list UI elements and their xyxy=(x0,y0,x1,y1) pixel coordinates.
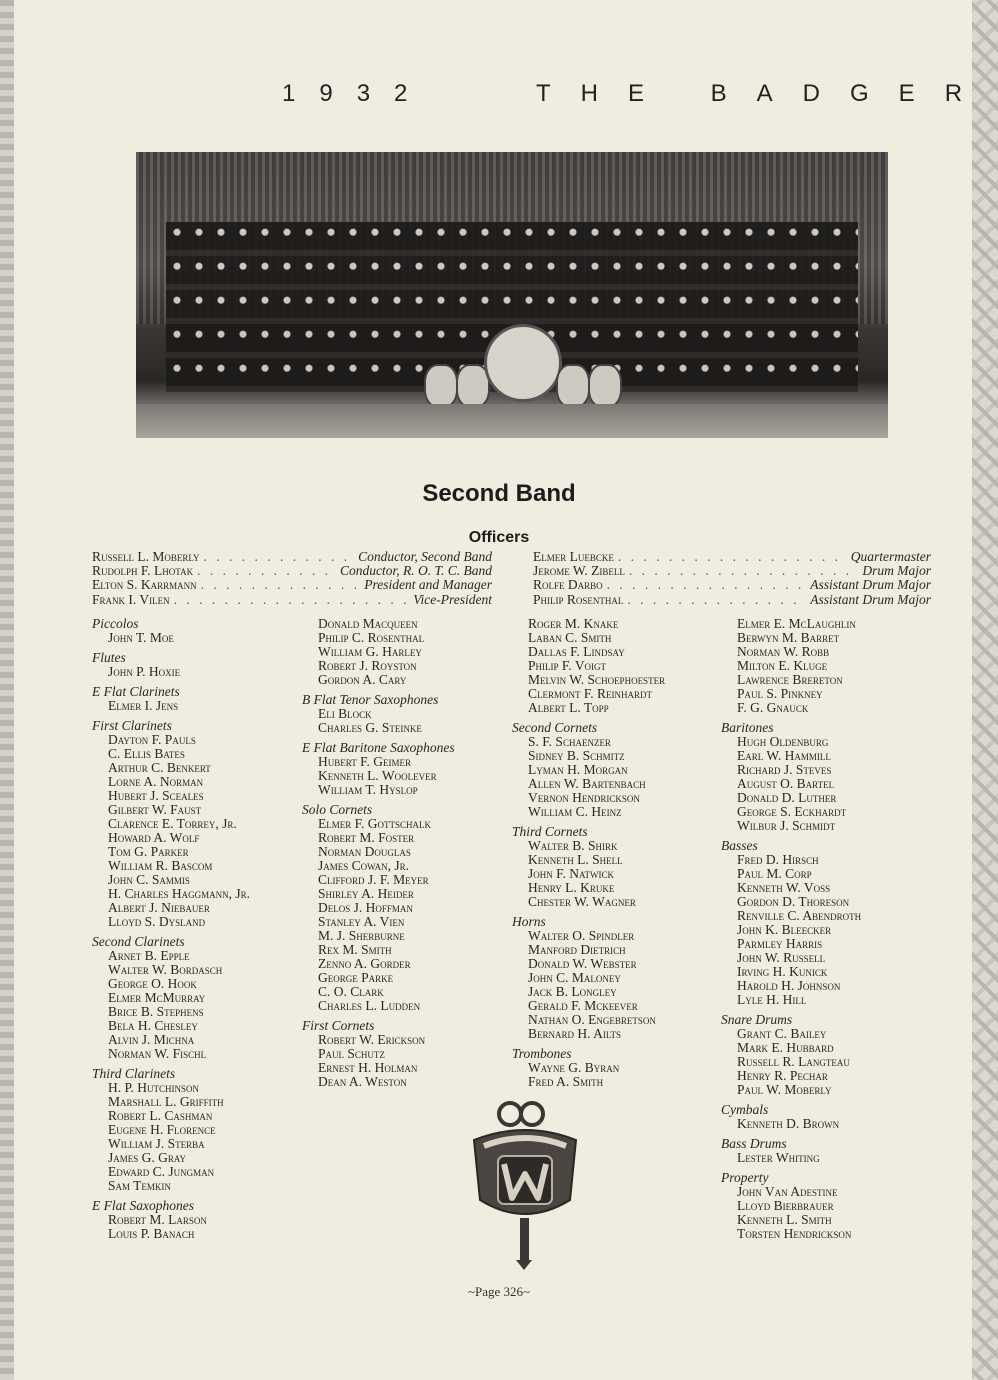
member-name: Lyle H. Hill xyxy=(737,992,807,1007)
instrument-section xyxy=(92,1067,302,1193)
member-name: Dayton F. Pauls xyxy=(108,732,196,747)
member-name: Russell R. Langteau xyxy=(737,1054,850,1069)
member-name: Henry R. Pechar xyxy=(737,1068,828,1083)
member-name: Brice B. Stephens xyxy=(108,1004,204,1019)
member-name: Arnet B. Epple xyxy=(108,948,190,963)
member-name: James G. Gray xyxy=(108,1150,187,1165)
member-name: Gilbert W. Faust xyxy=(108,802,202,817)
member-name: Paul W. Moberly xyxy=(737,1082,832,1097)
officer-name: Rolfe Darbo xyxy=(533,577,603,593)
instrument-heading: Basses xyxy=(721,838,758,853)
member-name: John C. Maloney xyxy=(528,970,621,985)
instrument-section xyxy=(721,1137,931,1165)
member-name: Fred D. Hirsch xyxy=(737,852,819,867)
member-name: Melvin W. Schoephoester xyxy=(528,672,666,687)
officer-name: Rudolph F. Lhotak xyxy=(92,563,194,579)
member-name: Robert L. Cashman xyxy=(108,1108,213,1123)
leader-dots xyxy=(629,564,858,578)
instrument-heading: First Clarinets xyxy=(92,718,172,733)
member-name: Dean A. Weston xyxy=(318,1074,407,1089)
page-header-year: 1932 xyxy=(282,80,432,107)
member-name: Stanley A. Vien xyxy=(318,914,405,929)
member-name: Robert W. Erickson xyxy=(318,1032,426,1047)
instrument-section xyxy=(92,719,302,929)
officers-list-right xyxy=(533,550,931,607)
officer-name: Frank I. Vilen xyxy=(92,591,170,607)
instrument-section xyxy=(92,617,302,645)
instrument-heading: First Cornets xyxy=(302,1018,375,1033)
member-name: Alvin J. Michna xyxy=(108,1032,195,1047)
member-name: Philip C. Rosenthal xyxy=(318,630,425,645)
member-name: Hubert J. Sceales xyxy=(108,788,204,803)
member-name: Chester W. Wagner xyxy=(528,894,636,909)
member-name: Manford Dietrich xyxy=(528,942,626,957)
officer-row xyxy=(533,593,931,607)
member-name: Robert M. Larson xyxy=(108,1212,207,1227)
member-name: Elmer F. Gottschalk xyxy=(318,816,432,831)
member-name: Norman W. Fischl xyxy=(108,1046,207,1061)
member-name: Sam Temkin xyxy=(108,1178,171,1193)
member-name: George S. Eckhardt xyxy=(737,804,847,819)
officer-row xyxy=(533,578,931,592)
member-name: William J. Sterba xyxy=(108,1136,205,1151)
instrument-section xyxy=(512,1047,722,1089)
member-name: Henry L. Kruke xyxy=(528,880,615,895)
leader-dots xyxy=(627,593,806,607)
band-group-photo xyxy=(136,152,888,438)
member-name: Fred A. Smith xyxy=(528,1074,604,1089)
member-name: Albert J. Niebauer xyxy=(108,900,210,915)
officer-role: Drum Major xyxy=(862,563,931,579)
member-name: Sidney B. Schmitz xyxy=(528,748,625,763)
member-name: Elmer I. Jens xyxy=(108,698,179,713)
member-name: Walter B. Shirk xyxy=(528,838,618,853)
member-name: Eli Block xyxy=(318,706,372,721)
officer-role: Quartermaster xyxy=(850,549,931,564)
roster-column xyxy=(512,617,722,1095)
instrument-section xyxy=(721,721,931,833)
member-name: Howard A. Wolf xyxy=(108,830,200,845)
member-name: George Parke xyxy=(318,970,394,985)
member-name: Vernon Hendrickson xyxy=(528,790,640,805)
instrument-section xyxy=(721,1013,931,1097)
member-name: Gordon D. Thoreson xyxy=(737,894,850,909)
roster-column xyxy=(721,617,931,1247)
instrument-section xyxy=(302,693,512,735)
member-name: Edward C. Jungman xyxy=(108,1164,215,1179)
member-name: Lorne A. Norman xyxy=(108,774,204,789)
officer-role: Conductor, Second Band xyxy=(358,549,492,564)
member-name: Donald Macqueen xyxy=(318,616,418,631)
instrument-heading: Cymbals xyxy=(721,1102,769,1117)
instrument-heading: Second Cornets xyxy=(512,720,598,735)
officer-name: Elmer Luebcke xyxy=(533,549,614,564)
instrument-section xyxy=(512,825,722,909)
member-name: George O. Hook xyxy=(108,976,197,991)
officer-name: Elton S. Karrmann xyxy=(92,577,197,593)
member-name: Tom G. Parker xyxy=(108,844,189,859)
member-name: Donald D. Luther xyxy=(737,790,837,805)
member-name: Berwyn M. Barret xyxy=(737,630,840,645)
leader-dots xyxy=(607,578,807,592)
member-name: Elmer E. McLaughlin xyxy=(737,616,856,631)
member-name: Paul M. Corp xyxy=(737,866,812,881)
member-name: Laban C. Smith xyxy=(528,630,612,645)
member-name: Clifford J. F. Meyer xyxy=(318,872,429,887)
instrument-section xyxy=(512,617,722,715)
officer-role: President and Manager xyxy=(364,577,492,593)
instrument-heading: B Flat Tenor Saxophones xyxy=(302,692,439,707)
member-name: Gordon A. Cary xyxy=(318,672,407,687)
member-name: John K. Bleecker xyxy=(737,922,832,937)
member-name: Clermont F. Reinhardt xyxy=(528,686,653,701)
officer-row xyxy=(533,564,931,578)
right-border-decoration xyxy=(972,0,998,1380)
officer-row xyxy=(92,578,492,592)
member-name: Hugh Oldenburg xyxy=(737,734,829,749)
member-name: Paul S. Pinkney xyxy=(737,686,823,701)
instrument-heading: Second Clarinets xyxy=(92,934,185,949)
instrument-heading: Bass Drums xyxy=(721,1136,787,1151)
officer-row xyxy=(92,550,492,564)
instrument-section xyxy=(721,839,931,1007)
member-name: H. P. Hutchinson xyxy=(108,1080,200,1095)
photo-bass-drum xyxy=(484,324,562,402)
officer-name: Russell L. Moberly xyxy=(92,549,200,564)
member-name: John F. Natwick xyxy=(528,866,615,881)
officer-name: Jerome W. Zibell xyxy=(533,563,625,579)
member-name: Kenneth W. Voss xyxy=(737,880,831,895)
section-title: Second Band xyxy=(422,480,576,507)
member-name: Wilbur J. Schmidt xyxy=(737,818,836,833)
instrument-section xyxy=(92,935,302,1061)
member-name: Parmley Harris xyxy=(737,936,823,951)
instrument-section xyxy=(721,1103,931,1131)
instrument-section xyxy=(302,803,512,1013)
member-name: Ernest H. Holman xyxy=(318,1060,418,1075)
member-name: H. Charles Haggmann, Jr. xyxy=(108,886,251,901)
instrument-heading: Baritones xyxy=(721,720,774,735)
officer-row xyxy=(92,593,492,607)
member-name: Donald W. Webster xyxy=(528,956,637,971)
instrument-heading: Solo Cornets xyxy=(302,802,373,817)
member-name: Mark E. Hubbard xyxy=(737,1040,834,1055)
member-name: Norman Douglas xyxy=(318,844,411,859)
leader-dots xyxy=(201,578,361,592)
member-name: Walter W. Bordasch xyxy=(108,962,223,977)
member-name: Rex M. Smith xyxy=(318,942,392,957)
member-name: Gerald F. Mckeever xyxy=(528,998,638,1013)
page-number: ~Page 326~ xyxy=(467,1284,531,1299)
member-name: Lyman H. Morgan xyxy=(528,762,628,777)
member-name: August O. Bartel xyxy=(737,776,835,791)
member-name: Renville C. Abendroth xyxy=(737,908,862,923)
member-name: M. J. Sherburne xyxy=(318,928,405,943)
officer-role: Assistant Drum Major xyxy=(810,591,931,607)
page-header-title: THE BADGER xyxy=(536,80,993,107)
instrument-heading: E Flat Saxophones xyxy=(92,1198,194,1213)
instrument-section xyxy=(512,915,722,1041)
member-name: Albert L. Topp xyxy=(528,700,609,715)
instrument-heading: Piccolos xyxy=(92,616,139,631)
member-name: Kenneth L. Woolever xyxy=(318,768,437,783)
member-name: John C. Sammis xyxy=(108,872,190,887)
member-name: William G. Harley xyxy=(318,644,422,659)
member-name: Richard J. Steves xyxy=(737,762,832,777)
member-name: Charles L. Ludden xyxy=(318,998,421,1013)
left-border-decoration xyxy=(0,0,14,1380)
member-name: Charles G. Steinke xyxy=(318,720,422,735)
instrument-heading: E Flat Clarinets xyxy=(92,684,180,699)
member-name: Clarence E. Torrey, Jr. xyxy=(108,816,237,831)
officer-name: Philip Rosenthal xyxy=(533,591,624,607)
member-name: F. G. Gnauck xyxy=(737,700,809,715)
instrument-heading: Flutes xyxy=(92,650,126,665)
roster-column xyxy=(92,617,302,1247)
member-name: Earl W. Hammill xyxy=(737,748,831,763)
member-name: John Van Adestine xyxy=(737,1184,838,1199)
member-name: Torsten Hendrickson xyxy=(737,1226,852,1241)
instrument-heading: Horns xyxy=(512,914,546,929)
member-name: Jack B. Longley xyxy=(528,984,617,999)
member-name: Wayne G. Byran xyxy=(528,1060,620,1075)
instrument-heading: Third Cornets xyxy=(512,824,588,839)
officer-role: Vice-President xyxy=(413,591,492,607)
photo-stage-floor xyxy=(136,404,888,438)
instrument-heading: Property xyxy=(721,1170,769,1185)
member-name: Nathan O. Engebretson xyxy=(528,1012,656,1027)
leader-dots xyxy=(174,593,410,607)
member-name: Robert M. Foster xyxy=(318,830,415,845)
instrument-section xyxy=(721,1171,931,1241)
leader-dots xyxy=(203,550,354,564)
member-name: James Cowan, Jr. xyxy=(318,858,410,873)
officer-row xyxy=(533,550,931,564)
member-name: Lawrence Brereton xyxy=(737,672,843,687)
instrument-section xyxy=(721,617,931,715)
instrument-heading: E Flat Baritone Saxophones xyxy=(302,740,455,755)
instrument-heading: Trombones xyxy=(512,1046,572,1061)
roster-column xyxy=(302,617,512,1095)
instrument-heading: Third Clarinets xyxy=(92,1066,176,1081)
member-name: Hubert F. Geimer xyxy=(318,754,412,769)
leader-dots xyxy=(197,564,336,578)
w-key-emblem-icon xyxy=(466,1100,584,1270)
member-name: Robert J. Royston xyxy=(318,658,417,673)
instrument-section xyxy=(512,721,722,819)
member-name: William C. Heinz xyxy=(528,804,622,819)
officer-role: Conductor, R. O. T. C. Band xyxy=(339,563,492,579)
instrument-section xyxy=(92,1199,302,1241)
member-name: Lester Whiting xyxy=(737,1150,820,1165)
member-name: William R. Bascom xyxy=(108,858,213,873)
officer-row xyxy=(92,564,492,578)
member-name: S. F. Schaenzer xyxy=(528,734,611,749)
member-name: Shirley A. Heider xyxy=(318,886,414,901)
member-name: Walter O. Spindler xyxy=(528,928,635,943)
instrument-section xyxy=(92,685,302,713)
member-name: Eugene H. Florence xyxy=(108,1122,216,1137)
member-name: Kenneth L. Shell xyxy=(528,852,623,867)
member-name: Allen W. Bartenbach xyxy=(528,776,646,791)
instrument-heading: Snare Drums xyxy=(721,1012,793,1027)
member-name: Bernard H. Ailts xyxy=(528,1026,622,1041)
member-name: Grant C. Bailey xyxy=(737,1026,827,1041)
officers-title: Officers xyxy=(468,529,530,546)
instrument-section xyxy=(302,1019,512,1089)
member-name: Zenno A. Gorder xyxy=(318,956,411,971)
member-name: Kenneth L. Smith xyxy=(737,1212,832,1227)
member-name: Harold H. Johnson xyxy=(737,978,841,993)
member-name: John T. Moe xyxy=(108,630,174,645)
member-name: Elmer McMurray xyxy=(108,990,206,1005)
member-name: John P. Hoxie xyxy=(108,664,181,679)
leader-dots xyxy=(618,550,847,564)
officer-role: Assistant Drum Major xyxy=(810,577,931,593)
instrument-section xyxy=(302,617,512,687)
instrument-section xyxy=(302,741,512,797)
member-name: Philip F. Voigt xyxy=(528,658,607,673)
member-name: Irving H. Kunick xyxy=(737,964,828,979)
member-name: Delos J. Hoffman xyxy=(318,900,413,915)
member-name: Bela H. Chesley xyxy=(108,1018,198,1033)
member-name: John W. Russell xyxy=(737,950,826,965)
member-name: Roger M. Knake xyxy=(528,616,619,631)
member-name: C. O. Clark xyxy=(318,984,384,999)
instrument-section xyxy=(92,651,302,679)
member-name: Dallas F. Lindsay xyxy=(528,644,625,659)
photo-snare-drum xyxy=(556,364,590,408)
member-name: Norman W. Robb xyxy=(737,644,830,659)
member-name: Marshall L. Griffith xyxy=(108,1094,224,1109)
photo-snare-drum xyxy=(424,364,458,408)
member-name: Lloyd Bierbrauer xyxy=(737,1198,834,1213)
member-name: Paul Schutz xyxy=(318,1046,385,1061)
member-name: C. Ellis Bates xyxy=(108,746,185,761)
member-name: Milton E. Kluge xyxy=(737,658,828,673)
member-name: Kenneth D. Brown xyxy=(737,1116,840,1131)
member-name: William T. Hyslop xyxy=(318,782,418,797)
member-name: Arthur C. Benkert xyxy=(108,760,211,775)
officers-list-left xyxy=(92,550,492,607)
member-name: Louis P. Banach xyxy=(108,1226,195,1241)
photo-snare-drum xyxy=(588,364,622,408)
member-name: Lloyd S. Dysland xyxy=(108,914,206,929)
